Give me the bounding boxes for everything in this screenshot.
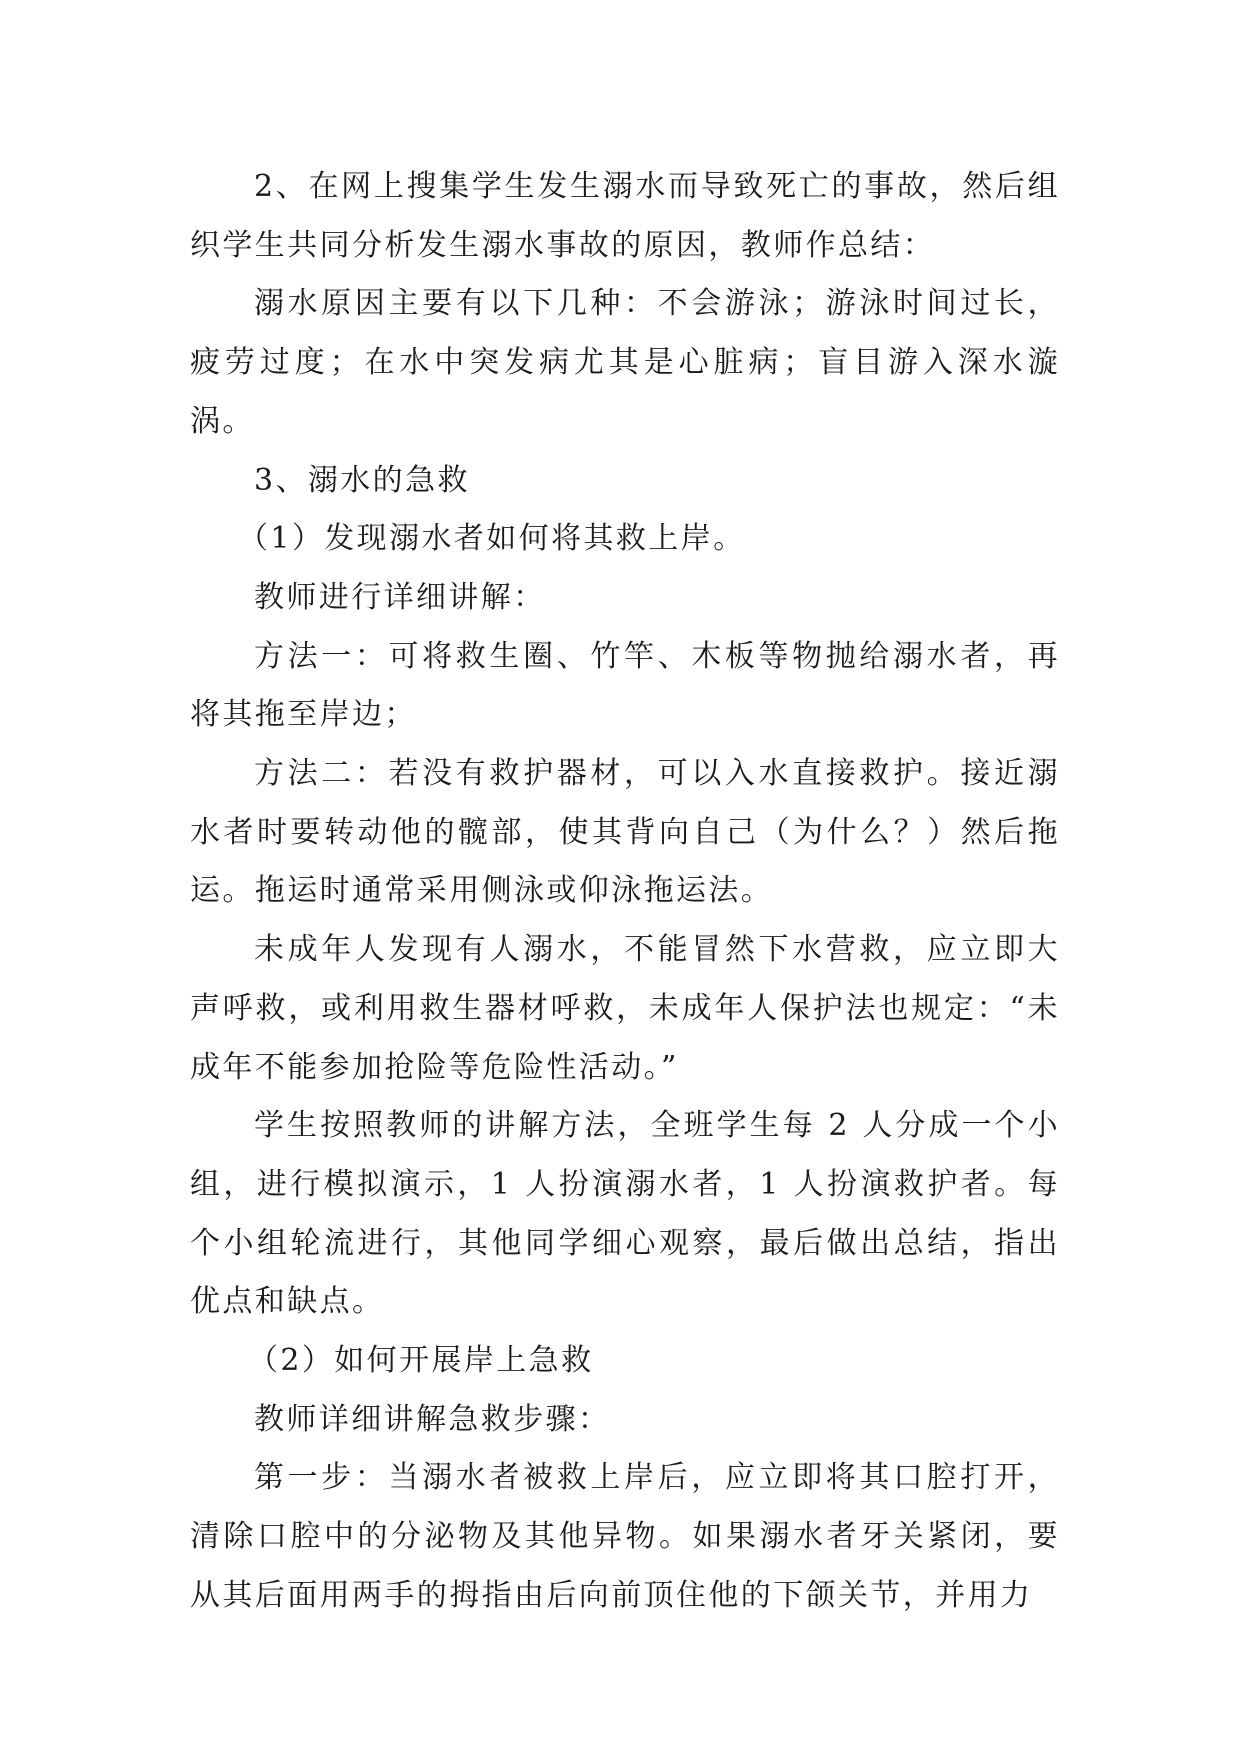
paragraph-minors-warning: 未成年人发现有人溺水，不能冒然下水营救，应立即大声呼救，或利用救生器材呼救，未成年人保护法也规定：“未成年不能参加抢险等危险性活动。” [190,932,1060,1085]
subsection-heading-onshore-aid: （2）如何开展岸上急救 [248,1343,594,1379]
document-body [190,158,1060,1626]
paragraph-student-practice: 学生按照教师的讲解方法，全班学生每 2 人分成一个小组，进行模拟演示，1 人扮演溺水者，1 人扮演救护者。每个小组轮流进行，其他同学细心观察，最后做出总结，指出优点和缺点。 [190,1108,1060,1320]
paragraph-method-two: 方法二：若没有救护器材，可以入水直接救护。接近溺水者时要转动他的髋部，使其背向自己（为什么？）然后拖运。拖运时通常采用侧泳或仰泳拖运法。 [190,756,1060,909]
subsection-heading-rescue-ashore: （1）发现溺水者如何将其救上岸。 [238,521,746,557]
paragraph-step-one: 第一步：当溺水者被救上岸后，应立即将其口腔打开，清除口腔中的分泌物及其他异物。如果溺水者牙关紧闭，要从其后面用两手的拇指由后向前顶住他的下颌关节，并用力 [190,1460,1060,1613]
paragraph-teacher-explains: 教师进行详细讲解： [254,579,546,615]
section-heading-first-aid: 3、溺水的急救 [254,462,470,498]
paragraph-drowning-causes: 溺水原因主要有以下几种：不会游泳；游泳时间过长，疲劳过度；在水中突发病尤其是心脏病；盲目游入深水漩涡。 [190,286,1060,439]
paragraph-method-one: 方法一：可将救生圈、竹竿、木板等物抛给溺水者，再将其拖至岸边； [190,638,1060,733]
paragraph-teacher-steps: 教师详细讲解急救步骤： [254,1401,611,1437]
paragraph-drowning-cases: 2、在网上搜集学生发生溺水而导致死亡的事故，然后组织学生共同分析发生溺水事故的原因，教师作总结： [190,169,1060,263]
